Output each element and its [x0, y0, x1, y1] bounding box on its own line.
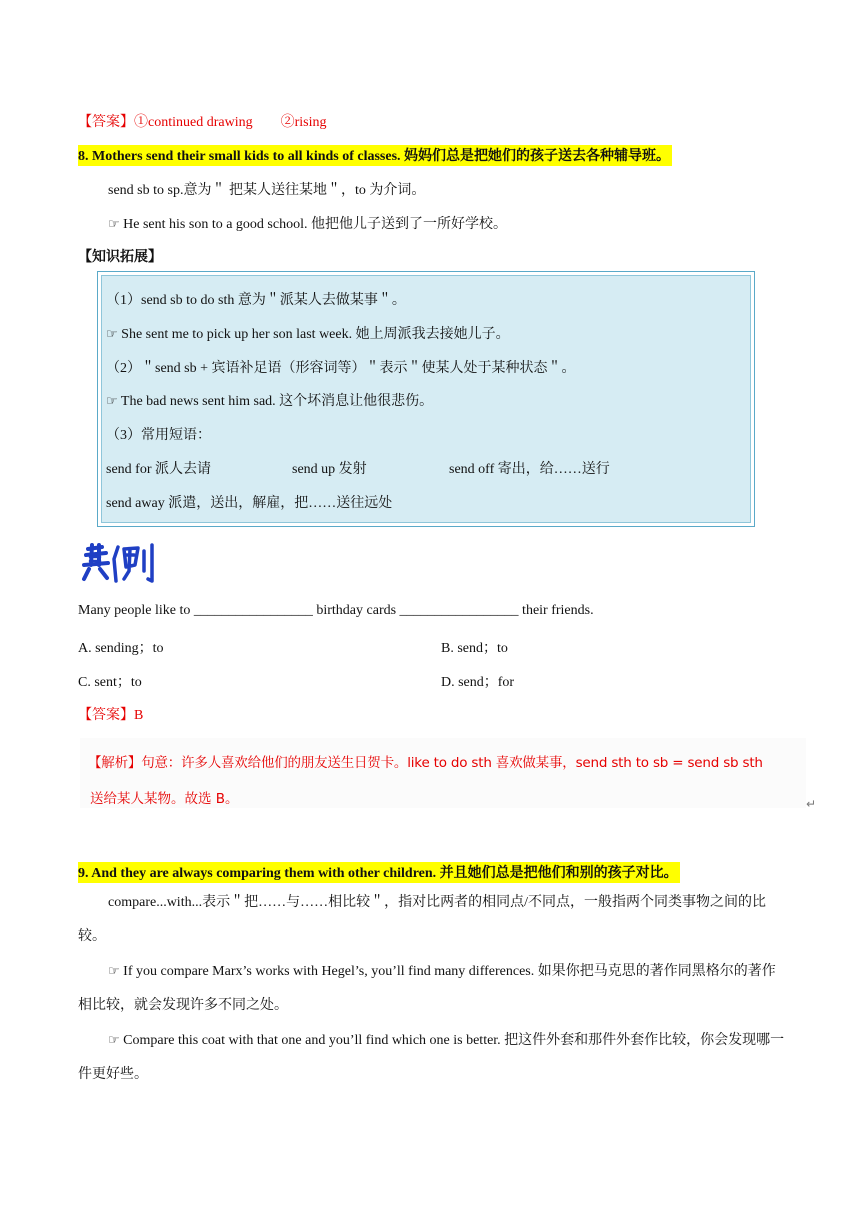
option-a: A. sending；to: [78, 641, 164, 656]
question-stem: Many people like to _________________ birthday cards _________________ their friends.: [78, 603, 594, 618]
extension-example-1-text: She sent me to pick up her son last week. 她上周派我去接她儿子。: [121, 327, 510, 342]
item9-example-1-text: If you compare Marx’s works with Hegel’s, you’ll find many differences. 如果你把马克思的著作同黑格尔的著作相比较，就会发现许多不同之处。: [78, 964, 776, 1013]
answer-text: ①continued drawing ②rising: [134, 115, 327, 130]
extension-title: 【知识拓展】: [78, 250, 162, 265]
extension-point-1: （1）send sb to do sth 意为＂派某人去做某事＂。: [106, 293, 406, 308]
analysis-line-2: 送给某人某物。故选 B。: [90, 791, 239, 807]
answer-bracket: 【答案】: [78, 708, 134, 723]
extension-example-1: [106, 323, 510, 343]
phrase-send-for: send for 派人去请: [106, 462, 211, 477]
extension-point-3: （3）常用短语：: [106, 428, 211, 443]
item8-explanation: send sb to sp.意为＂ 把某人送往某地＂，to 为介词。: [108, 183, 426, 198]
answer-line: [78, 704, 143, 724]
extension-example-2: [106, 390, 433, 410]
item9-example-2: [78, 1024, 786, 1092]
answer-line: [78, 111, 326, 131]
analysis-line-1: 【解析】句意：许多人喜欢给他们的朋友送生日贺卡。like to do sth 喜欢做某事，send sth to sb = send sb sth: [88, 755, 763, 771]
pointing-hand-icon: ☞: [108, 1033, 120, 1048]
item9-explanation: compare...with...表示＂把……与……相比较＂，指对比两者的相同点/不同点，一般指两个同类事物之间的比较。: [78, 895, 766, 944]
pointing-hand-icon: ☞: [108, 217, 120, 232]
option-b: B. send；to: [441, 641, 508, 656]
answer-bracket: 【答案】: [78, 115, 134, 130]
phrase-send-up: send up 发射: [292, 462, 367, 477]
example-logo: [80, 541, 172, 587]
paragraph-return-mark: ↵: [806, 797, 817, 811]
answer-text: B: [134, 708, 144, 723]
option-d: D. send；for: [441, 675, 515, 690]
item8-heading: 8. Mothers send their small kids to all kinds of classes. 妈妈们总是把她们的孩子送去各种辅导班。: [78, 145, 672, 166]
item9-example-2-text: Compare this coat with that one and you’ll find which one is better. 把这件外套和那件外套作比较，你会发现哪一件更好些。: [78, 1033, 785, 1082]
phrase-send-off: send off 寄出，给……送行: [449, 462, 610, 477]
item8-example-text: He sent his son to a good school. 他把他儿子送到了一所好学校。: [123, 217, 507, 232]
extension-point-2: （2）＂send sb + 宾语补足语（形容词等）＂表示＂使某人处于某种状态＂。: [106, 361, 576, 376]
pointing-hand-icon: ☞: [108, 964, 120, 979]
pointing-hand-icon: ☞: [106, 327, 118, 342]
item9-heading: 9. And they are always comparing them with other children. 并且她们总是把他们和别的孩子对比。: [78, 862, 680, 883]
option-c: C. sent；to: [78, 675, 142, 690]
extension-example-2-text: The bad news sent him sad. 这个坏消息让他很悲伤。: [120, 394, 434, 409]
pointing-hand-icon: ☞: [106, 394, 118, 409]
item9-example-1: [78, 955, 786, 1023]
phrase-send-away: send away 派遣，送出，解雇，把……送往远处: [106, 496, 393, 511]
item8-example: [108, 213, 507, 233]
